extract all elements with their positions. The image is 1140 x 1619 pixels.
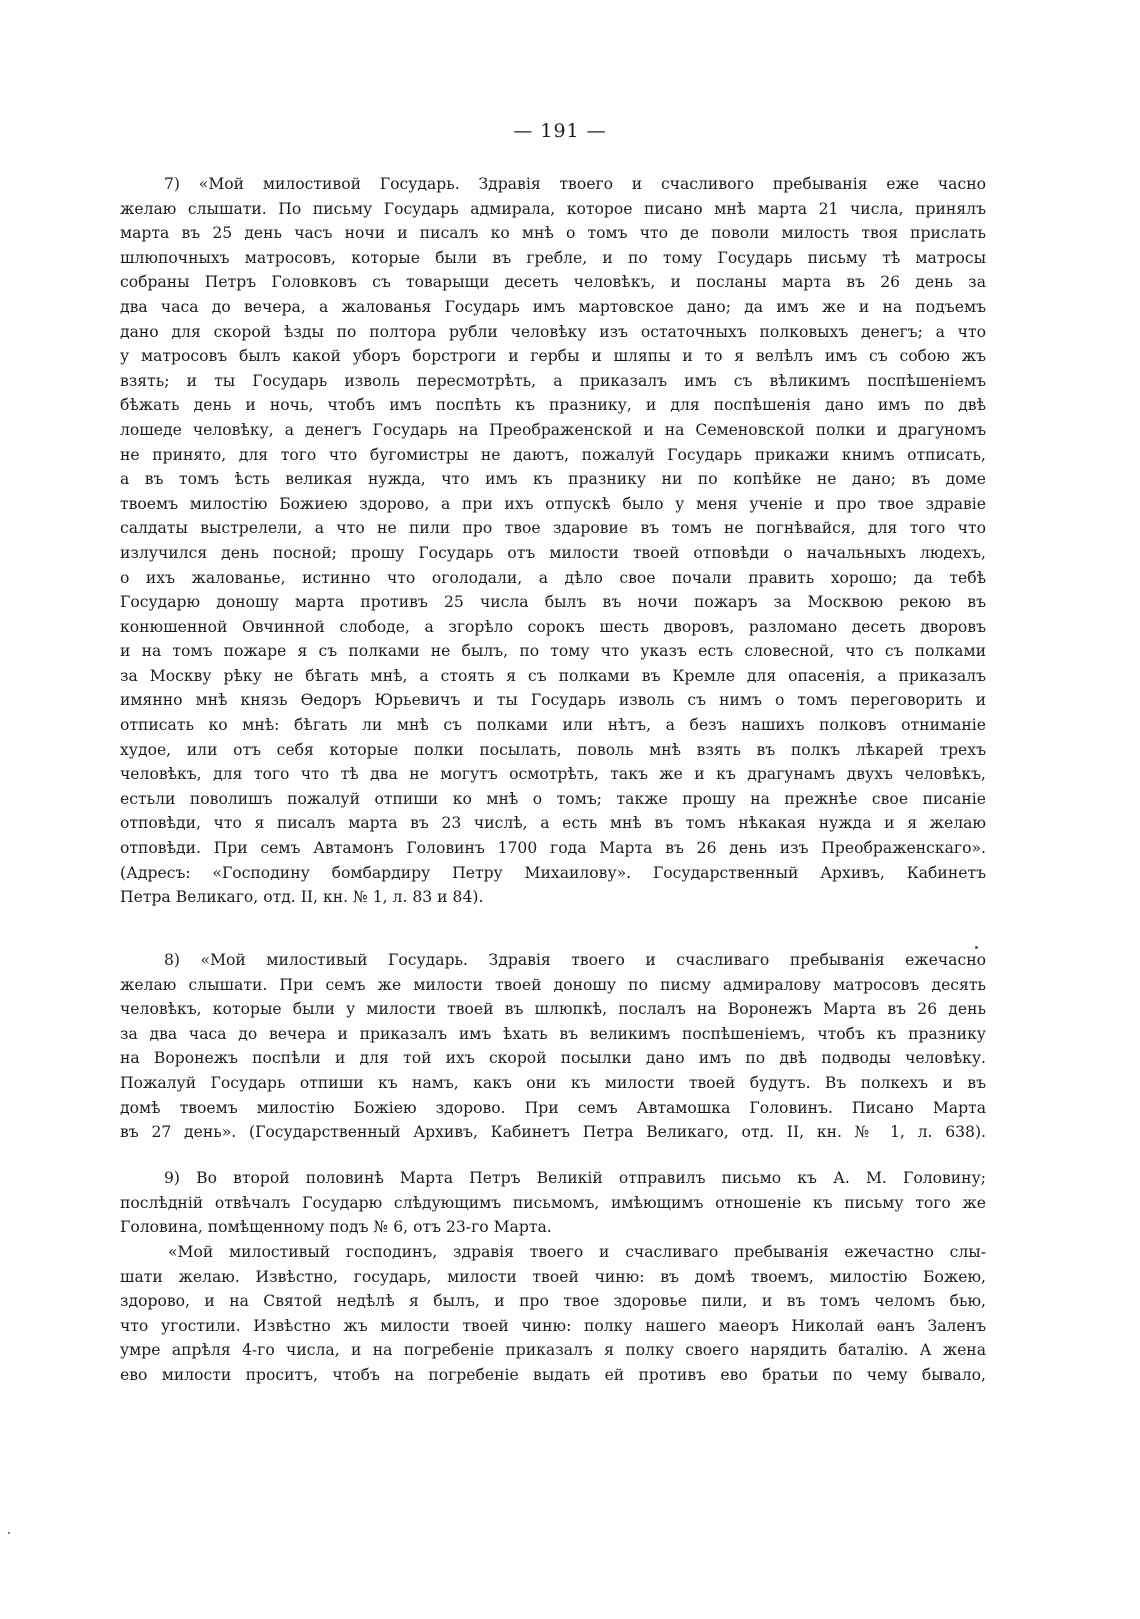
- paper-speck: [8, 1532, 10, 1534]
- text-line: Государю доношу марта противъ 25 числа былъ въ ночи пожаръ за Москвою рекою въ: [120, 593, 986, 612]
- text-line: на Воронежъ поспѣли и для той ихъ скорой посылки дано имъ по двѣ подводы человѣку.: [120, 1049, 986, 1068]
- text-line: здорово, и на Святой недѣлѣ я былъ, и про твое здоровье пили, и въ томъ челомъ бью,: [120, 1292, 986, 1311]
- text-line: за Москву рѣку не бѣгать мнѣ, а стоять я съ полками въ Кремле для опасенія, а приказалъ: [120, 666, 986, 685]
- text-line: (Адресъ: «Господину бомбардиру Петру Михаилову». Государственный Архивъ, Кабинетъ: [120, 863, 986, 882]
- text-line: не принято, для того что бугомистры не даютъ, пожалуй Государь прикажи книмъ отписать,: [120, 445, 986, 464]
- text-line: а въ томъ ѣсть великая нужда, что имъ къ празнику ни по копѣйке не дано; въ доме: [120, 470, 986, 489]
- text-line: и на томъ пожаре я съ полками не былъ, по тому что указъ есть словесной, что съ полками: [120, 642, 986, 661]
- text-line: 9) Во второй половинѣ Марта Петръ Великій отправилъ письмо къ А. М. Головину;: [164, 1169, 986, 1187]
- text-line: желаю слышати. По письму Государь адмирала, которое писано мнѣ марта 21 числа, принялъ: [120, 199, 986, 218]
- text-line: бѣжать день и ночь, чтобъ имъ поспѣть къ празнику, и для поспѣшенія дано имъ по двѣ: [120, 396, 986, 415]
- text-line: 8) «Мой милостивый Государь. Здравія твоего и счасливаго пребыванія ежечасно: [164, 951, 986, 969]
- text-line: желаю слышати. При семъ же милости твоей доношу по писму адмиралову матросовъ десять: [120, 975, 986, 994]
- text-line: Головина, помѣщенному подъ № 6, отъ 23-го Марта.: [120, 1218, 552, 1237]
- text-line: домѣ твоемъ милостію Божіею здорово. При семъ Автамошка Головинъ. Писано Марта: [120, 1098, 986, 1117]
- text-line: «Мой милостивый господинъ, здравія твоего и счасливаго пребыванія ежечастно слы-: [168, 1243, 986, 1261]
- text-line: за два часа до вечера и приказалъ имъ ѣхать въ великимъ поспѣшеніемъ, чтобъ къ празнику: [120, 1024, 986, 1043]
- text-line: лошеде человѣку, а денегъ Государь на Преображенской и на Семеновской полки и драгуномъ: [120, 420, 986, 439]
- text-line: отповѣди, что я писалъ марта въ 23 числѣ, а есть мнѣ въ томъ нѣкакая нужда и я желаю: [120, 814, 986, 833]
- text-line: что угостили. Извѣстно жъ милости твоей чиню: полку нашего маеоръ Николай ѳанъ Заленъ: [120, 1316, 986, 1335]
- text-line: два часа до вечера, а жалованья Государь имъ мартовское дано; да имъ же и на подъемъ: [120, 297, 986, 316]
- text-line: о ихъ жалованье, истинно что оголодали, а дѣло свое почали править хорошо; да тебѣ: [120, 568, 986, 587]
- text-line: дано для скорой ѣзды по полтора рубли человѣку изъ остаточныхъ полковыхъ денегъ; а что: [120, 322, 986, 341]
- text-line: послѣдній отвѣчалъ Государю слѣдующимъ письмомъ, имѣющимъ отношеніе къ письму того же: [120, 1193, 986, 1212]
- paragraph-8: [120, 948, 986, 1145]
- text-line: Петра Великаго, отд. II, кн. № 1, л. 83 и 84).: [120, 888, 484, 907]
- text-line: имянно мнѣ князь Ѳедоръ Юрьевичъ и ты Государь изволь съ нимъ о томъ переговорить и: [120, 691, 986, 710]
- paper-speck: [975, 946, 978, 949]
- text-line: умре апрѣля 4-го числа, и на погребеніе приказалъ я полку своего нарядить баталію. А жена: [120, 1341, 986, 1360]
- text-line: естьли поволишъ пожалуй отпиши ко мнѣ о томъ; также прошу на прежнѣе свое писаніе: [120, 789, 986, 808]
- text-line: шлюпочныхъ матросовъ, которые были въ гребле, и по тому Государь письму тѣ матросы: [120, 248, 986, 267]
- text-line: собраны Петръ Головковъ съ товарыщи десеть человѣкъ, и посланы марта въ 26 день за: [120, 273, 986, 292]
- text-line: конюшенной Овчинной слободе, а згорѣло сорокъ шесть дворовъ, разломано десеть дворовъ: [120, 617, 986, 636]
- paragraph-9-letter: [120, 1240, 986, 1388]
- paragraph-7: [120, 172, 986, 910]
- text-line: человѣкъ, для того что тѣ два не могутъ осмотрѣть, такъ же и къ драгунамъ двухъ человѣкъ,: [120, 765, 986, 784]
- text-line: худое, или отъ себя которые полки посылать, поволь мнѣ взять въ полкъ лѣкарей трехъ: [120, 740, 986, 759]
- text-line: шати желаю. Извѣстно, государь, милости твоей чиню: въ домѣ твоемъ, милостію Божею,: [120, 1267, 986, 1286]
- text-line: салдаты выстрелели, а что не пили про твое здаровие въ томъ не погнѣвайся, для того что: [120, 519, 986, 538]
- text-line: взять; и ты Государь изволь пересмотрѣть, а приказалъ имъ съ вѣликимъ поспѣшеніемъ: [120, 371, 986, 390]
- text-line: марта въ 25 день часъ ночи и писалъ ко мнѣ о томъ что де поволи милость твоя прислать: [120, 224, 986, 243]
- paragraph-9: [120, 1166, 986, 1240]
- text-line: въ 27 день». (Государственный Архивъ, Кабинетъ Петра Великаго, отд. II, кн. № 1, л. 638).: [120, 1123, 986, 1142]
- text-line: отписать ко мнѣ: бѣгать ли мнѣ съ полками или нѣтъ, а безъ нашихъ полковъ отниманіе: [120, 716, 986, 735]
- text-line: излучился день посной; прошу Государь отъ милости твоей отповѣди о начальныхъ людехъ,: [120, 543, 986, 562]
- text-line: ево милости проситъ, чтобъ на погребеніе выдать ей противъ ево братьи по чему бывало,: [120, 1365, 986, 1384]
- text-line: 7) «Мой милостивой Государь. Здравія твоего и счасливого пребыванія еже часно: [164, 175, 986, 193]
- text-line: твоемъ милостію Божиею здорово, а при ихъ отпускѣ было у меня ученіе и про твое здравіе: [120, 494, 986, 513]
- page-number: — 191 —: [513, 120, 607, 142]
- text-line: у матросовъ былъ какой уборъ борстроги и гербы и шляпы и то я велѣлъ имъ съ собою жъ: [120, 347, 986, 366]
- text-line: человѣкъ, которые были у милости твоей въ шлюпкѣ, послалъ на Воронежъ Марта въ 26 день: [120, 1000, 986, 1019]
- text-line: отповѣди. При семъ Автамонъ Головинъ 1700 года Марта въ 26 день изъ Преображенскаго».: [120, 839, 986, 858]
- text-line: Пожалуй Государь отпиши къ намъ, какъ они къ милости твоей будутъ. Въ полкехъ и въ: [120, 1073, 986, 1092]
